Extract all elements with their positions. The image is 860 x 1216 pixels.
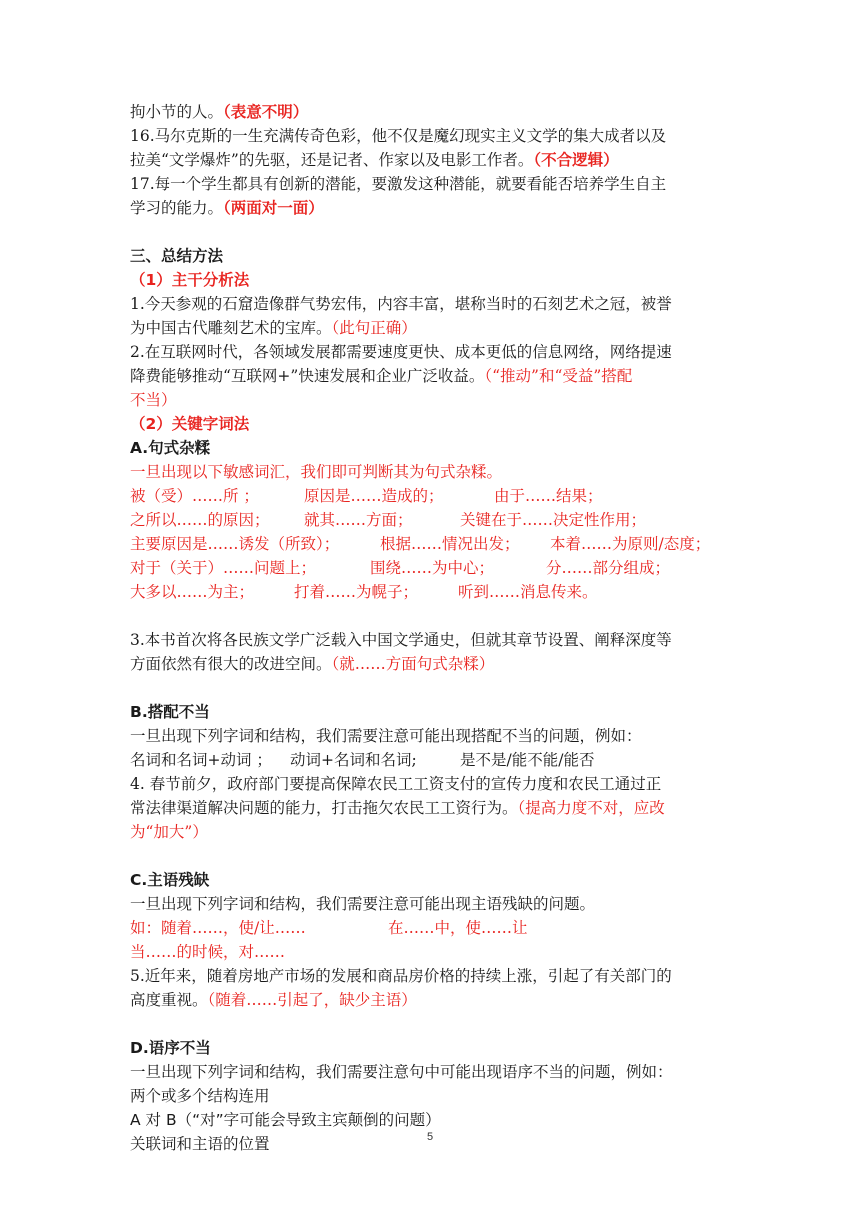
section-heading: 三、总结方法 xyxy=(130,247,224,265)
keyword-row xyxy=(130,484,735,508)
keyword-pattern: 被（受）……所 ； xyxy=(130,487,259,505)
pattern-row xyxy=(130,916,735,940)
example-4-line-3: 为“加大”） xyxy=(130,823,208,841)
example-2-line-2 xyxy=(130,364,735,388)
text: 4. 春节前夕，政府部门要提高保障农民工工资支付的宣传力度和农民工通过正 xyxy=(130,775,662,793)
keyword-pattern: 分……部分组成； xyxy=(546,559,671,577)
example-17-line-2 xyxy=(130,196,735,220)
keyword-intro: 一旦出现以下敏感词汇，我们即可判断其为句式杂糅。 xyxy=(130,463,503,481)
text: 16.马尔克斯的一生充满传奇色彩，他不仅是魔幻现实主义文学的集大成者以及 xyxy=(130,127,667,145)
text: 学习的能力。 xyxy=(130,199,224,217)
error-type-note: （两面对一面） xyxy=(223,199,324,217)
pattern-row xyxy=(130,748,735,772)
annotation: （此句正确） xyxy=(331,319,417,337)
example-5-line-1 xyxy=(130,964,735,988)
annotation: （就……方面句式杂糅） xyxy=(331,655,495,673)
annotation: （随着……引起了，缺少主语） xyxy=(207,991,417,1009)
pattern: 在……中，使……让 xyxy=(388,919,528,937)
subheading-c: C.主语残缺 xyxy=(130,871,210,889)
keyword-row xyxy=(130,556,735,580)
text: 3.本书首次将各民族文学广泛载入中国文学通史，但就其章节设置、阐释深度等 xyxy=(130,631,672,649)
pattern-row: 当……的时候，对…… xyxy=(130,943,286,961)
example-16-line-1 xyxy=(130,124,735,148)
pattern-item: 两个或多个结构连用 xyxy=(130,1087,270,1105)
example-3-line-1 xyxy=(130,628,735,652)
keyword-pattern: 围绕……为中心； xyxy=(370,559,495,577)
text: 为中国古代雕刻艺术的宝库。 xyxy=(130,319,332,337)
keyword-pattern: 打着……为幌子； xyxy=(294,583,419,601)
annotation: （“推动”和“受益”搭配 xyxy=(484,367,633,385)
page-number: 5 xyxy=(426,1131,434,1143)
pattern: 名词和名词+动词 ； xyxy=(130,751,272,769)
pattern-intro: 一旦出现下列字词和结构，我们需要注意可能出现搭配不当的问题，例如： xyxy=(130,727,642,745)
keyword-row xyxy=(130,508,735,532)
keyword-pattern: 听到……消息传来。 xyxy=(458,583,598,601)
example-1-line-2 xyxy=(130,316,735,340)
text: 常法律渠道解决问题的能力，打击拖欠农民工工资行为。 xyxy=(130,799,518,817)
pattern-item: 关联词和主语的位置 xyxy=(130,1135,270,1153)
keyword-pattern: 根据……情况出发； xyxy=(380,535,520,553)
method-heading-1: （1）主干分析法 xyxy=(130,271,250,289)
pattern: 是不是/能不能/能否 xyxy=(460,751,595,769)
text: 1.今天参观的石窟造像群气势宏伟，内容丰富，堪称当时的石刻艺术之冠，被誉 xyxy=(130,295,672,313)
example-2-line-1 xyxy=(130,340,735,364)
keyword-pattern: 对于（关于）……问题上； xyxy=(130,559,317,577)
example-17-line-1 xyxy=(130,172,735,196)
subheading-a: A.句式杂糅 xyxy=(130,439,211,457)
keyword-row xyxy=(130,532,735,556)
text: 高度重视。 xyxy=(130,991,208,1009)
text: 5.近年来，随着房地产市场的发展和商品房价格的持续上涨，引起了有关部门的 xyxy=(130,967,672,985)
text-line xyxy=(130,100,735,124)
text: 拉美“文学爆炸”的先驱，还是记者、作家以及电影工作者。 xyxy=(130,151,534,169)
example-3-line-2 xyxy=(130,652,735,676)
pattern-intro: 一旦出现下列字词和结构，我们需要注意句中可能出现语序不当的问题，例如： xyxy=(130,1063,673,1081)
text: 方面依然有很大的改进空间。 xyxy=(130,655,332,673)
keyword-pattern: 关键在于……决定性作用； xyxy=(460,511,647,529)
text: 拘小节的人。 xyxy=(130,103,224,121)
subheading-d: D.语序不当 xyxy=(130,1039,211,1057)
keyword-pattern: 由于……结果； xyxy=(494,487,603,505)
page-content xyxy=(130,100,735,1156)
annotation: （提高力度不对，应改 xyxy=(517,799,665,817)
pattern: 动词+名词和名词; xyxy=(290,751,417,769)
text: 降费能够推动“互联网+”快速发展和企业广泛收益。 xyxy=(130,367,485,385)
example-4-line-2 xyxy=(130,796,735,820)
method-heading-2: （2）关键字词法 xyxy=(130,415,250,433)
keyword-pattern: 大多以……为主； xyxy=(130,583,255,601)
example-4-line-1 xyxy=(130,772,735,796)
keyword-pattern: 之所以……的原因； xyxy=(130,511,270,529)
error-type-note: （不合逻辑） xyxy=(533,151,619,169)
error-type-note: （表意不明） xyxy=(223,103,309,121)
keyword-pattern: 就其……方面； xyxy=(304,511,413,529)
example-1-line-1 xyxy=(130,292,735,316)
keyword-pattern: 本着……为原则/态度； xyxy=(550,535,711,553)
text: 17.每一个学生都具有创新的潜能，要激发这种潜能，就要看能否培养学生自主 xyxy=(130,175,667,193)
keyword-row xyxy=(130,580,735,604)
pattern-item: A 对 B（“对”字可能会导致主宾颠倒的问题） xyxy=(130,1111,441,1129)
pattern-intro: 一旦出现下列字词和结构，我们需要注意可能出现主语残缺的问题。 xyxy=(130,895,596,913)
example-2-line-3: 不当） xyxy=(130,391,177,409)
example-16-line-2 xyxy=(130,148,735,172)
keyword-pattern: 主要原因是……诱发（所致）； xyxy=(130,535,340,553)
example-5-line-2 xyxy=(130,988,735,1012)
pattern: 如：随着……，使/让…… xyxy=(130,919,306,937)
keyword-pattern: 原因是……造成的； xyxy=(304,487,444,505)
subheading-b: B.搭配不当 xyxy=(130,703,210,721)
text: 2.在互联网时代，各领域发展都需要速度更快、成本更低的信息网络，网络提速 xyxy=(130,343,672,361)
